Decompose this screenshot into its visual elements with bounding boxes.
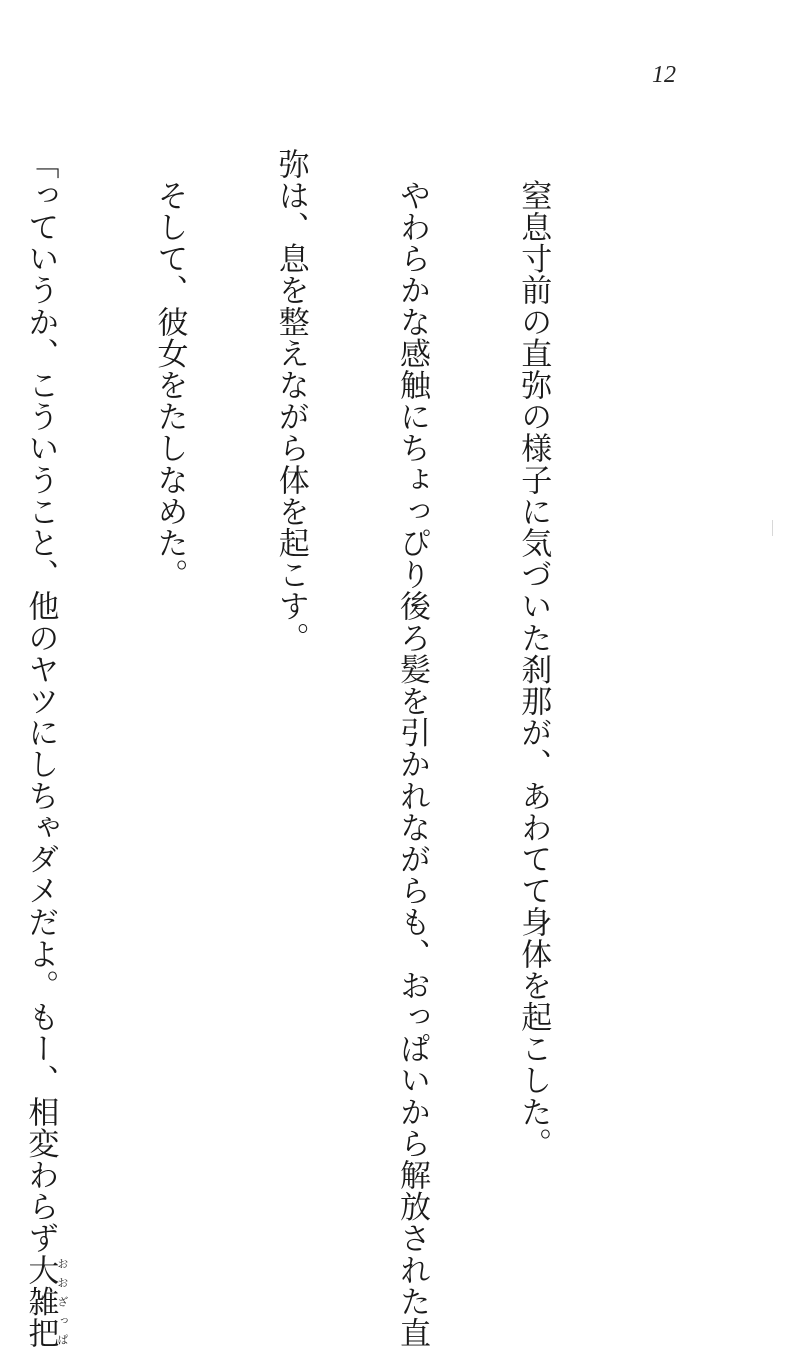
page-number: 12 bbox=[652, 62, 676, 88]
ruby-annotation: 大雑把おおざっぱ bbox=[22, 1254, 69, 1349]
body-text bbox=[0, 148, 634, 1349]
text-line: やわらかな感触にちょっぴり後ろ髪を引かれながらも、おっぱいから解放された直 bbox=[393, 179, 430, 1349]
text-line: 窒息寸前の直弥の様子に気づいた刹那が、あわてて身体を起こした。 bbox=[515, 179, 552, 1160]
text-line: 「っていうか、こういうこと、他のヤツにしちゃダメだよ。もー、相変わらず大雑把おおざっぱ bbox=[22, 148, 69, 1349]
text-line: 弥は、息を整えながら体を起こす。 bbox=[272, 148, 309, 654]
text-line: そして、彼女をたしなめた。 bbox=[151, 179, 188, 591]
scan-artifact bbox=[772, 520, 773, 536]
